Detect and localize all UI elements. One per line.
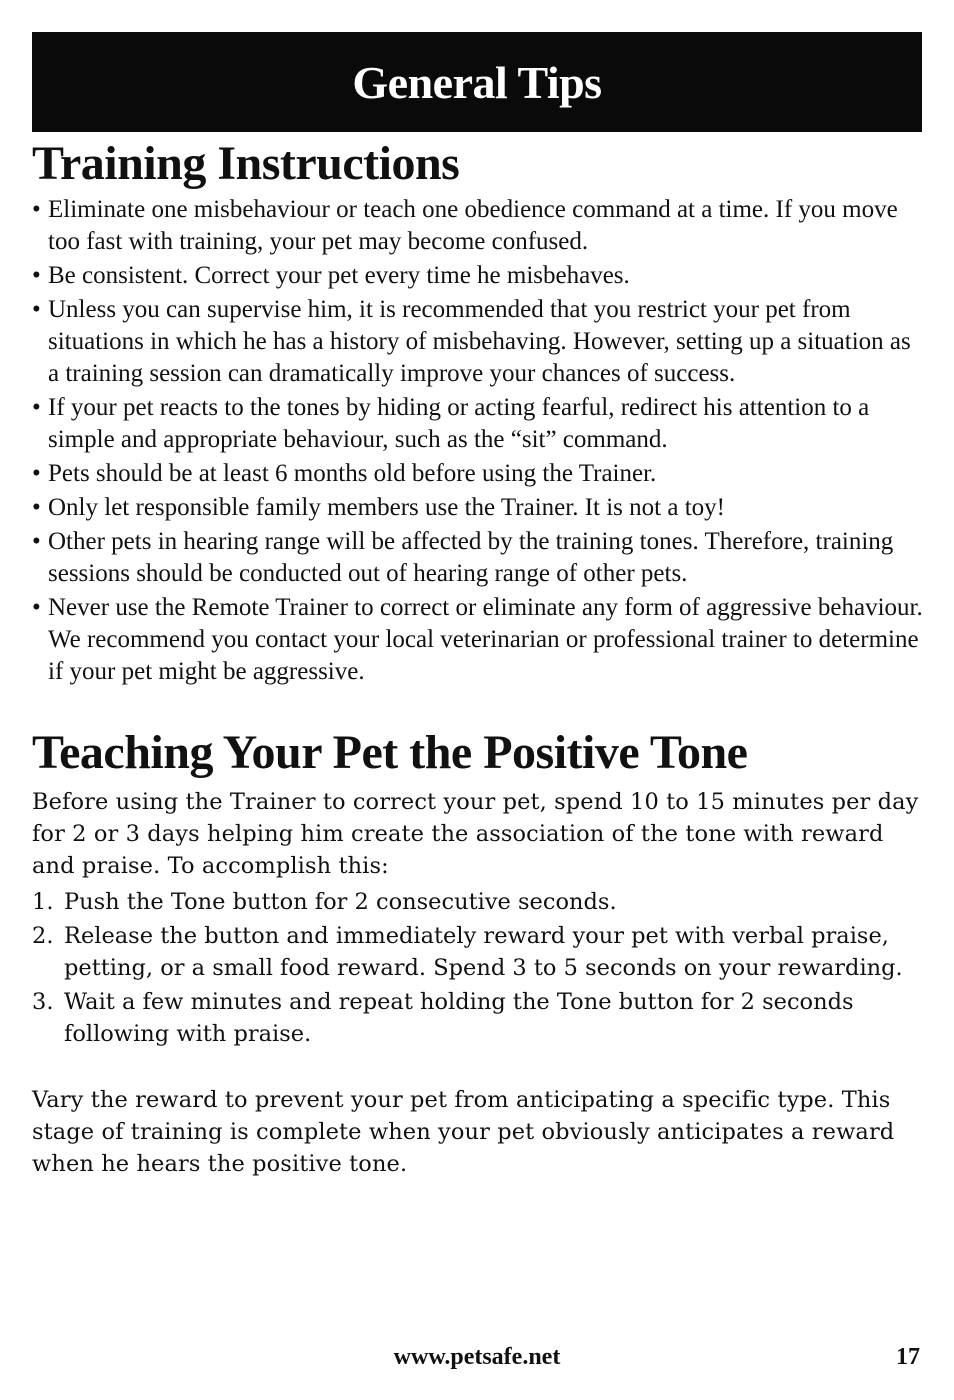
step-item [32, 886, 924, 918]
step-number: 1. [32, 889, 54, 915]
positive-tone-intro: Before using the Trainer to correct your pet, spend 10 to 15 minutes per day for 2 or 3 days helping him create the association of the tone with reward and praise. To accomplish this: [32, 789, 919, 879]
tip-item: • Never use the Remote Trainer to correct or eliminate any form of aggressive behaviour. We recommend you contact your local veterinarian or professional trainer to determine if your pet might be aggressive. [32, 592, 924, 688]
step-text: Wait a few minutes and repeat holding the Tone button for 2 seconds following with praise. [64, 989, 854, 1047]
tip-item: • Other pets in hearing range will be affected by the training tones. Therefore, training sessions should be conducted out of hearing range of other pets. [32, 526, 924, 590]
training-instructions-heading: Training Instructions [32, 137, 460, 190]
training-tips-list [32, 194, 924, 690]
tip-item: • Only let responsible family members use the Trainer. It is not a toy! [32, 492, 924, 524]
footer-website-link[interactable]: www.petsafe.net [393, 1344, 561, 1370]
positive-tone-steps [32, 886, 924, 1052]
banner-title: General Tips [352, 56, 602, 108]
step-text: Release the button and immediately reward your pet with verbal praise, petting, or a small food reward. Spend 3 to 5 seconds on your rewarding. [64, 923, 903, 981]
page-number: 17 [896, 1344, 920, 1370]
positive-tone-heading: Teaching Your Pet the Positive Tone [32, 726, 748, 779]
tip-item: • If your pet reacts to the tones by hiding or acting fearful, redirect his attention to a simple and appropriate behaviour, such as the “sit” command. [32, 392, 924, 456]
step-number: 3. [32, 989, 54, 1015]
step-item [32, 920, 924, 984]
step-number: 2. [32, 923, 54, 949]
tip-item: • Unless you can supervise him, it is recommended that you restrict your pet from situations in which he has a history of misbehaving. However, setting up a situation as a training session can dramatically improve your chances of success. [32, 294, 924, 390]
section-banner [32, 32, 922, 132]
step-text: Push the Tone button for 2 consecutive seconds. [64, 889, 617, 915]
step-item [32, 986, 924, 1050]
tip-item: • Be consistent. Correct your pet every time he misbehaves. [32, 260, 924, 292]
positive-tone-outro: Vary the reward to prevent your pet from anticipating a specific type. This stage of training is complete when your pet obviously anticipates a reward when he hears the positive tone. [32, 1087, 895, 1177]
tip-item: • Eliminate one misbehaviour or teach one obedience command at a time. If you move too fast with training, your pet may become confused. [32, 194, 924, 258]
tip-item: • Pets should be at least 6 months old before using the Trainer. [32, 458, 924, 490]
